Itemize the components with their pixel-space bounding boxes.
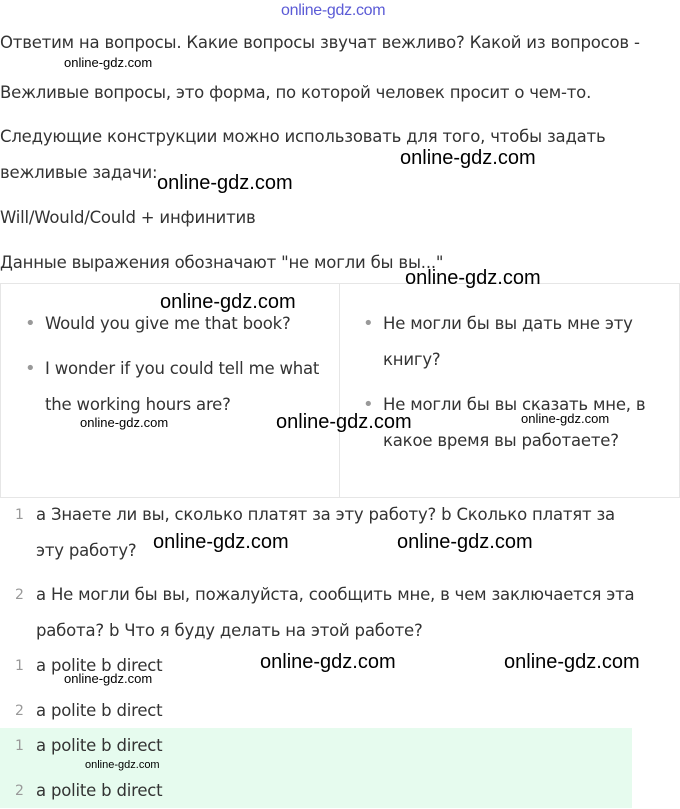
item-number: 2 [15, 703, 24, 719]
intro-line-6: Данные выражения обозначают "не могли бы вы..." [0, 253, 444, 272]
watermark: online-gdz.com [400, 147, 536, 169]
watermark: online-gdz.com [260, 651, 396, 673]
russian-phrase: • Не могли бы вы сказать мне, в какое время вы работаете? [363, 387, 669, 459]
item-text: a polite b direct [36, 781, 163, 800]
russian-phrase: • Не могли бы вы дать мне эту книгу? [363, 306, 669, 378]
phrase-table [0, 283, 680, 498]
russian-column [339, 284, 680, 497]
intro-line-3: Следующие конструкции можно использовать для того, чтобы задать [0, 127, 606, 146]
english-phrase: • Would you give me that book? [25, 306, 329, 342]
intro-line-5: Will/Would/Could + инфинитив [0, 208, 256, 227]
item-number: 2 [15, 783, 24, 799]
item-number: 1 [15, 738, 24, 754]
watermark: online-gdz.com [521, 411, 610, 426]
item-text: a polite b direct [36, 701, 163, 720]
watermark: online-gdz.com [504, 651, 640, 673]
english-phrase: • I wonder if you could tell me what the working hours are? [25, 351, 329, 423]
watermark: online-gdz.com [276, 411, 412, 433]
watermark: online-gdz.com [64, 671, 153, 686]
watermark: online-gdz.com [405, 267, 541, 289]
watermark: online-gdz.com [64, 55, 153, 70]
watermark-top: online-gdz.com [281, 2, 386, 19]
watermark: online-gdz.com [157, 172, 293, 194]
english-column [0, 284, 340, 497]
watermark: online-gdz.com [80, 415, 169, 430]
watermark: online-gdz.com [160, 291, 296, 313]
question-item-1 [0, 497, 640, 569]
intro-line-4: вежливые задачи: [0, 163, 158, 182]
intro-line-1: Ответим на вопросы. Какие вопросы звучат вежливо? Какой из вопросов - [0, 33, 640, 52]
watermark: online-gdz.com [153, 531, 289, 553]
highlighted-answer-item-2 [0, 773, 640, 809]
watermark: online-gdz.com [85, 759, 160, 771]
item-text: a polite b direct [36, 736, 163, 755]
watermark: online-gdz.com [397, 531, 533, 553]
answer-item-2 [0, 693, 640, 729]
item-number: 1 [15, 507, 24, 523]
item-text: a Знаете ли вы, сколько платят за эту работу? b Сколько платят за эту работу? [36, 505, 615, 560]
item-text: a polite b direct [36, 656, 163, 675]
intro-line-2: Вежливые вопросы, это форма, по которой человек просит о чем-то. [0, 83, 592, 102]
question-item-2 [0, 577, 640, 649]
item-number: 1 [15, 658, 24, 674]
item-number: 2 [15, 587, 24, 603]
item-text: a Не могли бы вы, пожалуйста, сообщить мне, в чем заключается эта работа? b Что я буду делать на этой работе? [36, 585, 635, 640]
